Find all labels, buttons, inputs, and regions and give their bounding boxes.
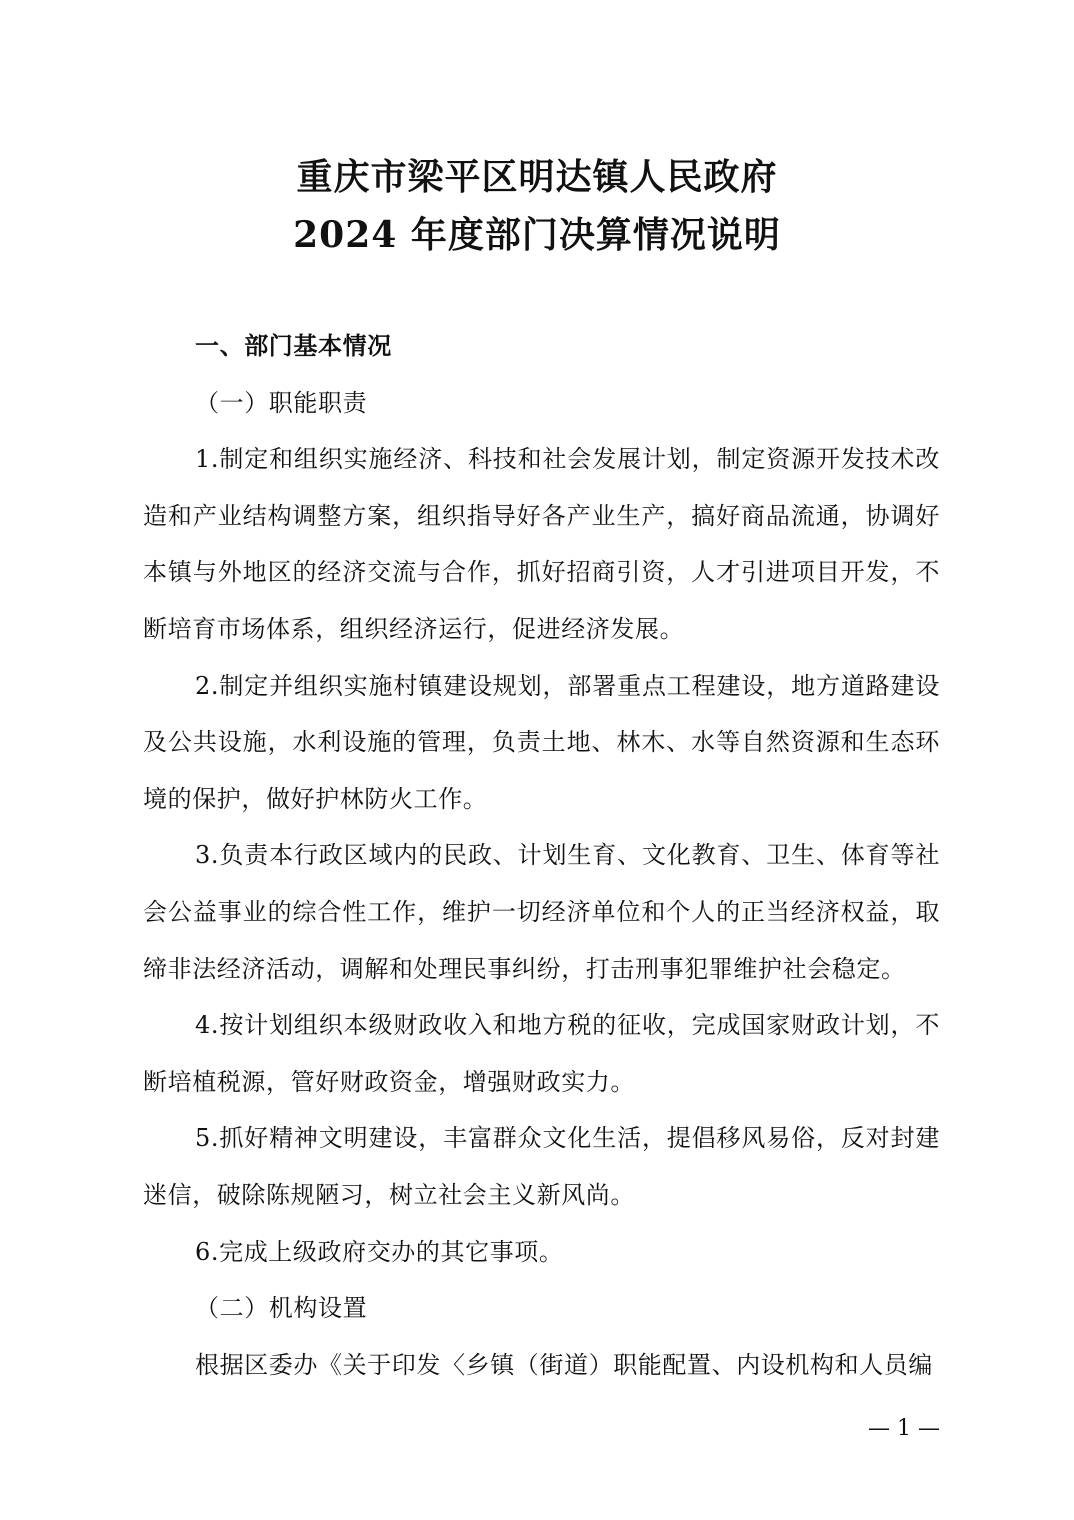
paragraph-function-1: 1.制定和组织实施经济、科技和社会发展计划，制定资源开发技术改造和产业结构调整方案，组织指导好各产业生产，搞好商品流通，协调好本镇与外地区的经济交流与合作，抓好招商引资，人才引进项目开发，不断培育市场体系，组织经济运行，促进经济发展。 xyxy=(143,445,940,643)
section-heading-basic-info: 一、部门基本情况 xyxy=(195,331,392,360)
title-line-1: 重庆市梁平区明达镇人民政府 xyxy=(296,156,778,198)
document-title xyxy=(0,148,1074,264)
paragraph-function-5: 5.抓好精神文明建设，丰富群众文化生活，提倡移风易俗，反对封建迷信，破除陈规陋习，树立社会主义新风尚。 xyxy=(143,1124,940,1209)
paragraph-function-3: 3.负责本行政区域内的民政、计划生育、文化教育、卫生、体育等社会公益事业的综合性工作，维护一切经济单位和个人的正当经济权益，取缔非法经济活动，调解和处理民事纠纷，打击刑事犯罪维护社会稳定。 xyxy=(143,841,940,983)
paragraph-function-6: 6.完成上级政府交办的其它事项。 xyxy=(195,1237,564,1266)
page-number: — 1 — xyxy=(868,1416,940,1441)
subsection-heading-organization: （二）机构设置 xyxy=(195,1294,368,1323)
title-line-2: 2024 年度部门决算情况说明 xyxy=(293,214,781,256)
document-body xyxy=(143,318,940,1393)
paragraph-organization: 根据区委办《关于印发〈乡镇（街道）职能配置、内设机构和人员编 xyxy=(195,1350,933,1379)
paragraph-function-2: 2.制定并组织实施村镇建设规划，部署重点工程建设，地方道路建设及公共设施，水利设施的管理，负责土地、林木、水等自然资源和生态环境的保护，做好护林防火工作。 xyxy=(143,671,940,813)
paragraph-function-4: 4.按计划组织本级财政收入和地方税的征收，完成国家财政计划，不断培植税源，管好财政资金，增强财政实力。 xyxy=(143,1011,940,1096)
subsection-heading-functions: （一）职能职责 xyxy=(195,388,368,417)
